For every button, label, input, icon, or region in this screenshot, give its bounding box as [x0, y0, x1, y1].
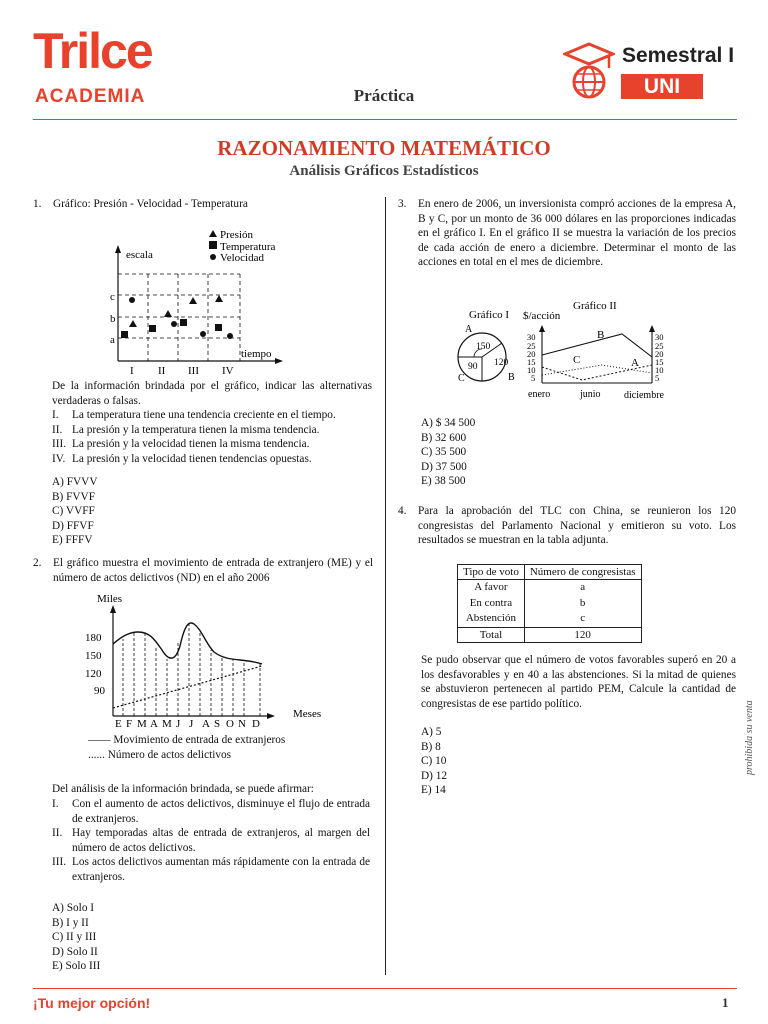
- page-subtitle: Análisis Gráficos Estadísticos: [289, 163, 479, 179]
- item-text: Con el aumento de actos delictivos, disminuye el flujo de entrada de extranjeros.: [72, 798, 370, 825]
- svg-text:N: N: [238, 718, 246, 728]
- logo-sub: ACADEMIA: [35, 86, 146, 107]
- svg-text:A: A: [631, 357, 639, 369]
- item-text: La temperatura tiene una tendencia creciente en el tiempo.: [72, 409, 336, 421]
- item-text: La presión y la velocidad tienen tendencias opuestas.: [72, 452, 312, 465]
- svg-text:B: B: [508, 372, 515, 383]
- price-label: $/acción: [523, 310, 561, 322]
- option: D) 12: [421, 769, 448, 782]
- x-tick-II: II: [158, 365, 166, 377]
- svg-text:5: 5: [531, 373, 536, 383]
- option: D) Solo II: [52, 945, 98, 958]
- x-tick-IV: IV: [222, 365, 234, 377]
- question-3-statement: [398, 197, 736, 270]
- option: E) Solo III: [52, 960, 101, 973]
- legend-triangle-icon: [209, 230, 217, 237]
- q1-item: [52, 423, 372, 438]
- question-2-statement: [33, 556, 373, 585]
- q1-item: [52, 437, 372, 452]
- legend-temperatura: Temperatura: [220, 241, 276, 253]
- legend-presion: Presión: [220, 229, 253, 241]
- graduation-globe-icon: [563, 42, 615, 100]
- table-row: A favor a: [458, 580, 642, 596]
- y-tick: 120: [85, 668, 102, 680]
- y-tick-b: b: [110, 313, 116, 325]
- logo-main: Trilce: [33, 23, 152, 79]
- option: C) 35 500: [421, 446, 467, 459]
- question-text: El gráfico muestra el movimiento de entrada de extranjero (ME) y el número de actos delictivos (ND) en el año 2006: [53, 557, 373, 584]
- item-text: La presión y la temperatura tienen la misma tendencia.: [72, 423, 320, 436]
- y-tick-c: c: [110, 291, 115, 303]
- right-y-ticks: [655, 332, 664, 383]
- question-1-statement: [33, 197, 373, 212]
- option: B) 32 600: [421, 431, 467, 444]
- svg-text:M: M: [162, 718, 172, 728]
- q1-prompt: De la información brindada por el gráfico, indicar las alternativas verdaderas o falsas.: [52, 380, 372, 407]
- question-text: Para la aprobación del TLC con China, se reunieron los 120 congresistas del Parlamento Nacional y emitieron su voto. Los resultados se muestran en la tabla adjunta.: [418, 505, 736, 547]
- svg-text:20: 20: [655, 349, 664, 359]
- option: B) I y II: [52, 916, 89, 929]
- svg-text:25: 25: [527, 341, 536, 351]
- item-text: Los actos delictivos aumentan más rápidamente con la entrada de extranjeros.: [72, 856, 370, 883]
- svg-text:junio: junio: [580, 389, 601, 400]
- option: A) $ 34 500: [421, 417, 476, 429]
- y-tick: 180: [85, 632, 102, 644]
- svg-text:30: 30: [655, 332, 664, 342]
- option: E) 38 500: [421, 475, 466, 488]
- q1-items: [52, 408, 372, 466]
- item-number: III.: [52, 856, 67, 869]
- option: C) II y III: [52, 931, 97, 944]
- option: C) VVFF: [52, 505, 95, 518]
- svg-text:25: 25: [655, 341, 664, 351]
- item-number: I.: [52, 409, 59, 421]
- q2-line-chart: [80, 588, 340, 728]
- question-number: 3.: [398, 198, 407, 210]
- svg-text:90: 90: [468, 362, 478, 372]
- svg-text:J: J: [176, 718, 181, 728]
- left-y-ticks: [527, 332, 536, 383]
- question-number: 2.: [33, 557, 42, 569]
- q3-charts: [452, 295, 692, 405]
- q1-item: [52, 408, 372, 423]
- q2-options: [52, 901, 100, 974]
- graph1-label: Gráfico I: [469, 309, 510, 321]
- svg-text:15: 15: [527, 357, 536, 367]
- svg-text:F: F: [126, 718, 133, 728]
- option: A) 5: [421, 726, 442, 738]
- option: B) FVVF: [52, 490, 96, 503]
- q2-items: [52, 797, 370, 885]
- question-4-statement: [398, 504, 736, 548]
- q2-item: [52, 855, 370, 884]
- svg-text:10: 10: [655, 365, 664, 375]
- q4-options: [421, 725, 447, 798]
- svg-text:A: A: [465, 324, 473, 335]
- legend-square-icon: [209, 241, 217, 249]
- svg-text:J: J: [189, 718, 194, 728]
- svg-text:20: 20: [527, 349, 536, 359]
- svg-text:120: 120: [494, 358, 509, 368]
- legend-velocidad: Velocidad: [220, 252, 264, 264]
- svg-text:30: 30: [527, 332, 536, 342]
- table-header: Número de congresistas: [524, 565, 641, 580]
- svg-text:S: S: [214, 718, 221, 728]
- option: E) FFFV: [52, 534, 93, 547]
- item-number: III.: [52, 438, 67, 451]
- footer-divider: [33, 988, 737, 989]
- item-number: IV.: [52, 452, 66, 465]
- svg-text:M: M: [137, 718, 147, 728]
- svg-text:C: C: [458, 373, 465, 384]
- option: C) 10: [421, 755, 447, 768]
- pie-chart: [458, 324, 515, 384]
- option: D) FFVF: [52, 519, 94, 532]
- y-axis-label: escala: [126, 249, 153, 261]
- table-header: Tipo de voto: [458, 565, 525, 580]
- y-axis-label: Miles: [97, 593, 123, 605]
- option: D) 37 500: [421, 460, 467, 473]
- svg-text:E: E: [115, 718, 122, 728]
- y-tick: 90: [94, 685, 105, 697]
- table-row: Abstención c: [458, 611, 642, 627]
- svg-text:D: D: [252, 718, 260, 728]
- svg-text:A: A: [150, 718, 158, 728]
- question-number: 1.: [33, 198, 42, 210]
- month-labels: [115, 718, 260, 728]
- svg-text:enero: enero: [528, 389, 551, 400]
- option: A) FVVV: [52, 476, 98, 488]
- header-divider: [33, 119, 737, 120]
- option: E) 14: [421, 784, 446, 797]
- svg-text:5: 5: [655, 373, 660, 383]
- svg-text:A: A: [202, 718, 210, 728]
- q4-prompt: Se pudo observar que el número de votos favorables superó en 20 a los desfavorables y en 40 a las abstenciones. Si la mitad de quienes se abstuvieron pertenecen al partido PEM, Calcule la cantidad de congresistas de ese partido político.: [421, 654, 736, 710]
- q2-legend-solid: —— Movimiento de entrada de extranjeros: [88, 734, 286, 746]
- series-temperatura: [121, 319, 222, 338]
- page-number: 1: [722, 995, 729, 1010]
- doc-type: Práctica: [353, 86, 415, 105]
- q1-item: [52, 452, 372, 467]
- item-number: II.: [52, 827, 63, 840]
- item-text: La presión y la velocidad tienen la misma tendencia.: [72, 438, 310, 451]
- grid: [118, 274, 240, 361]
- series-ME: [113, 623, 262, 664]
- x-tick-I: I: [130, 365, 134, 377]
- q1-scatter-chart: [100, 228, 290, 378]
- y-tick: 150: [85, 650, 102, 662]
- x-axis-label: tiempo: [241, 348, 272, 360]
- svg-text:C: C: [573, 354, 581, 366]
- table-total-row: Total 120: [458, 627, 642, 642]
- x-tick-III: III: [188, 365, 199, 377]
- series-velocidad: [129, 297, 233, 339]
- q2-item: [52, 826, 370, 855]
- q1-options: [52, 475, 98, 548]
- side-note: prohibida su venta: [744, 700, 755, 775]
- graph2-label: Gráfico II: [573, 300, 617, 312]
- q3-options: [421, 416, 475, 489]
- q2-prompt: Del análisis de la información brindada, se puede afirmar:: [52, 783, 314, 795]
- item-number: I.: [52, 798, 59, 810]
- votes-table: [457, 564, 642, 643]
- q2-legend-dotted: ...... Número de actos delictivos: [88, 749, 232, 761]
- x-axis-label: Meses: [293, 708, 322, 720]
- svg-text:150: 150: [476, 342, 491, 352]
- semester-label: Semestral I: [622, 44, 735, 67]
- month-guides: [123, 623, 260, 716]
- q2-item: [52, 797, 370, 826]
- table-row: En contra b: [458, 596, 642, 612]
- svg-text:10: 10: [527, 365, 536, 375]
- svg-text:diciembre: diciembre: [624, 390, 664, 401]
- item-number: II.: [52, 423, 63, 436]
- page-title: RAZONAMIENTO MATEMÁTICO: [217, 136, 551, 160]
- footer-slogan: ¡Tu mejor opción!: [33, 995, 151, 1011]
- question-text: En enero de 2006, un inversionista compró acciones de la empresa A, B y C, por un monto de 36 000 dólares en las proporciones indicadas en el gráfico I. En el gráfico II se muestra la variación de los precios de cada acción de enero a diciembre. Determinar el monto de las acciones en total en el mes de diciembre.: [418, 198, 736, 269]
- option: A) Solo I: [52, 902, 95, 914]
- svg-text:15: 15: [655, 357, 664, 367]
- question-text: Gráfico: Presión - Velocidad - Temperatura: [53, 198, 248, 210]
- svg-text:B: B: [597, 329, 605, 341]
- item-text: Hay temporadas altas de entrada de extranjeros, al margen del número de actos delictivos.: [72, 827, 370, 854]
- semester-badge: UNI: [621, 74, 703, 99]
- svg-text:O: O: [226, 718, 234, 728]
- legend-circle-icon: [210, 254, 216, 260]
- series-ND: [113, 666, 262, 708]
- question-number: 4.: [398, 505, 407, 517]
- y-tick-a: a: [110, 334, 115, 346]
- column-divider: [385, 197, 386, 975]
- option: B) 8: [421, 740, 441, 753]
